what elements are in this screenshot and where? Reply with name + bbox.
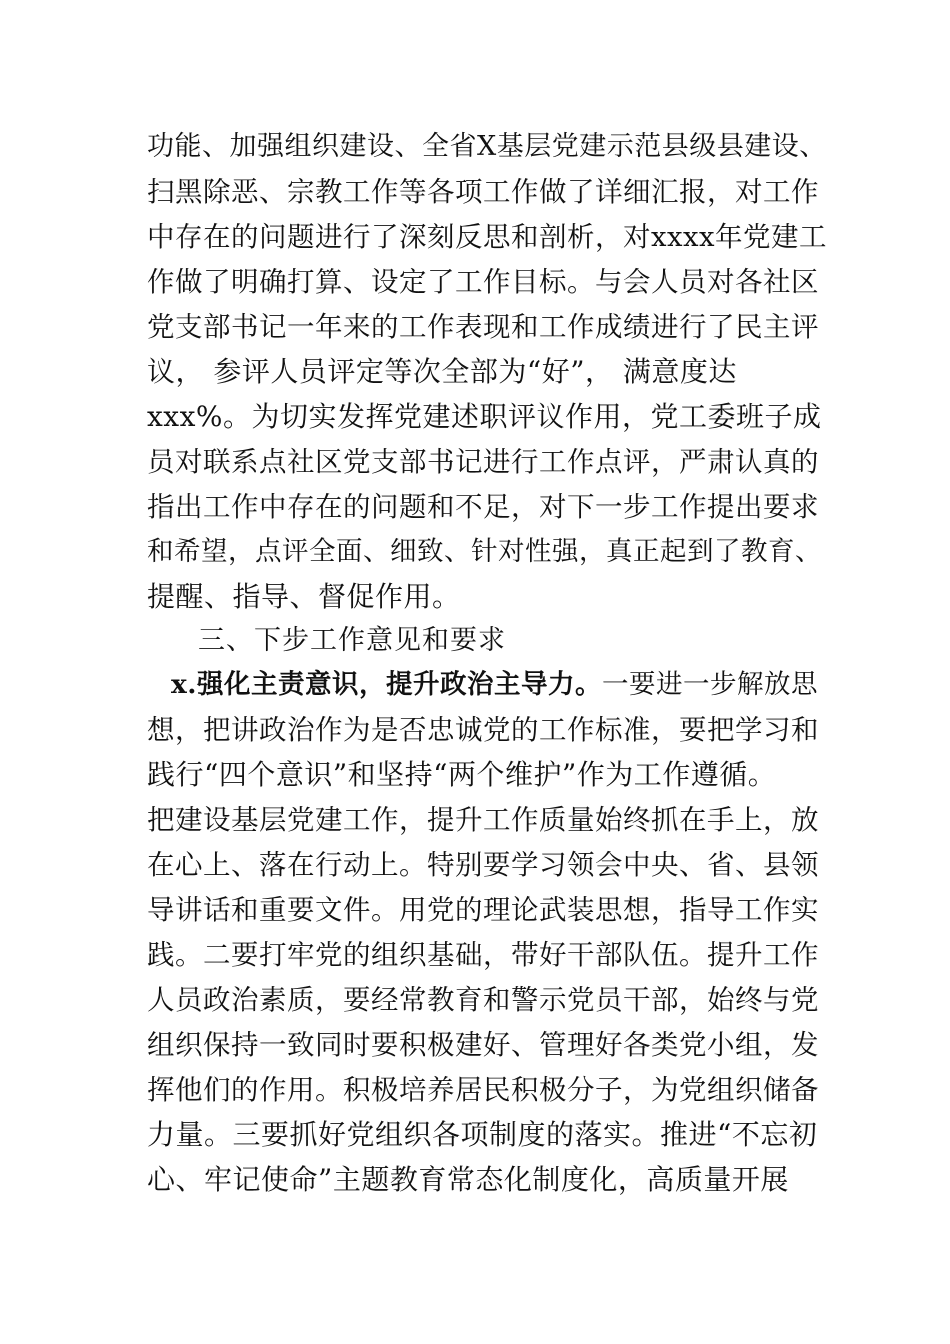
paragraph-line: 践。二要打牢党的组织基础，带好干部队伍。提升工作 xyxy=(147,939,819,971)
paragraph-line: 组织保持一致同时要积极建好、管理好各类党小组，发 xyxy=(147,1029,819,1061)
paragraph-line: 把建设基层党建工作，提升工作质量始终抓在手上，放 xyxy=(147,804,819,836)
paragraph-line: 人员政治素质，要经常教育和警示党员干部，始终与党 xyxy=(147,984,819,1016)
section-heading: 三、下步工作意见和要求 xyxy=(198,625,506,656)
paragraph-line: 和希望，点评全面、细致、针对性强，真正起到了教育、 xyxy=(147,536,822,567)
paragraph-line: xxx%。为切实发挥党建述职评议作用，党工委班子成 xyxy=(147,400,822,433)
paragraph-line: 功能、加强组织建设、全省X基层党建示范县级县建设、 xyxy=(147,131,827,162)
paragraph-line: 践行“四个意识”和坚持“两个维护”作为工作遵循。 xyxy=(147,758,777,791)
paragraph-line: 力量。三要抓好党组织各项制度的落实。推进“不忘初 xyxy=(147,1118,818,1151)
paragraph-line: 扫黑除恶、宗教工作等各项工作做了详细汇报，对工作 xyxy=(147,176,819,208)
paragraph-line: 在心上、落在行动上。特别要学习领会中央、省、县领 xyxy=(147,849,819,881)
paragraph-line: 挥他们的作用。积极培养居民积极分子，为党组织储备 xyxy=(147,1074,819,1106)
paragraph-line: 心、牢记使命”主题教育常态化制度化，高质量开展 xyxy=(147,1163,789,1196)
paragraph-line: 党支部书记一年来的工作表现和工作成绩进行了民主评 xyxy=(147,311,819,343)
paragraph-line: 提醒、指导、督促作用。 xyxy=(147,580,461,613)
subheading-rest: 一要进一步解放思 xyxy=(602,669,819,700)
subheading-bold: x.强化主责意识，提升政治主导力。 xyxy=(171,669,603,700)
paragraph-line: 导讲话和重要文件。用党的理论武装思想，指导工作实 xyxy=(147,894,819,926)
paragraph-line: 指出工作中存在的问题和不足，对下一步工作提出要求 xyxy=(147,491,819,523)
subheading-line xyxy=(171,665,818,705)
paragraph-line: 作做了明确打算、设定了工作目标。与会人员对各社区 xyxy=(147,266,819,298)
paragraph-line: 员对联系点社区党支部书记进行工作点评，严肃认真的 xyxy=(147,446,819,478)
paragraph-line: 议， 参评人员评定等次全部为“好”， 满意度达 xyxy=(147,355,737,388)
paragraph-line: 想，把讲政治作为是否忠诚党的工作标准，要把学习和 xyxy=(147,714,819,746)
paragraph-line: 中存在的问题进行了深刻反思和剖析，对xxxx年党建工 xyxy=(147,221,828,253)
